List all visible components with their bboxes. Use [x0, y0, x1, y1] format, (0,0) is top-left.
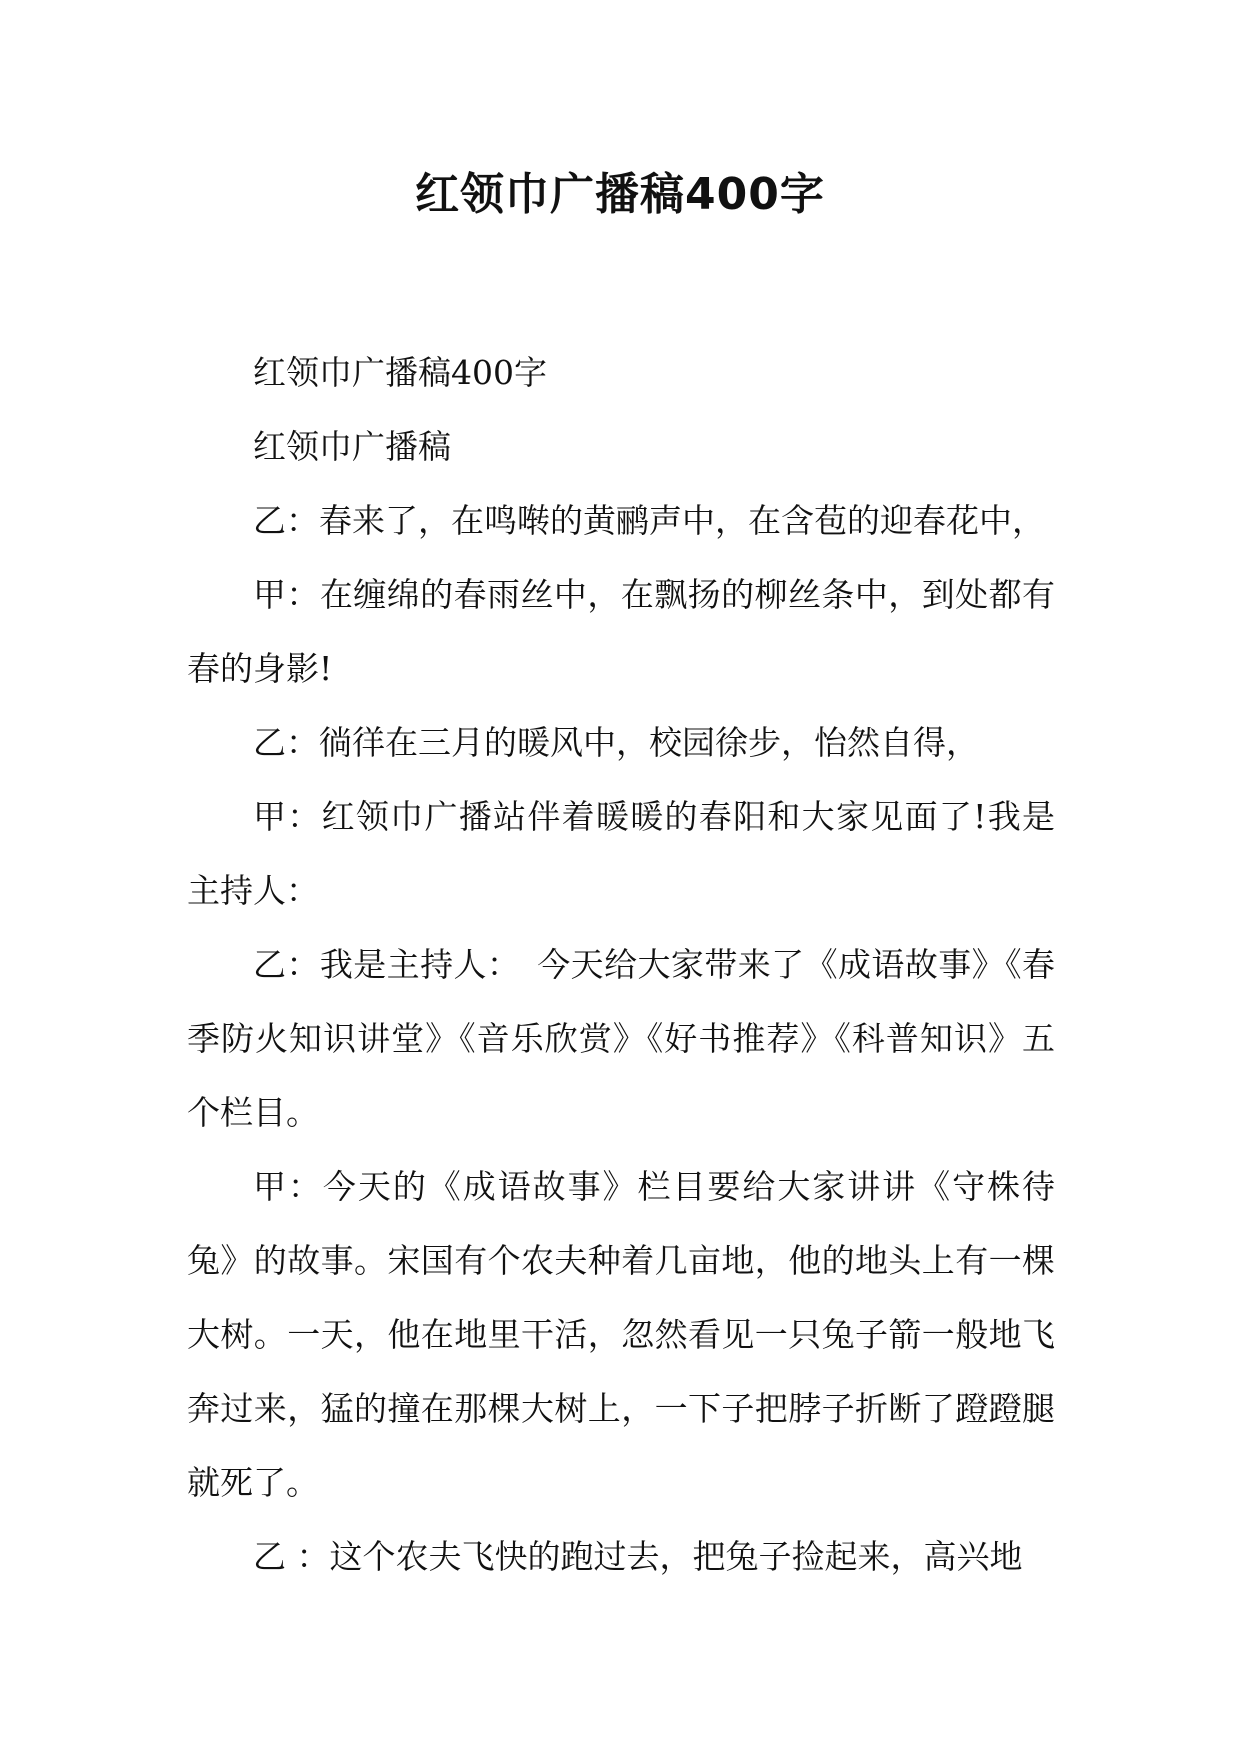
paragraph-dialogue: 甲：红领巾广播站伴着暖暖的春阳和大家见面了!我是主持人：: [187, 797, 1055, 910]
document-body: [187, 336, 1055, 1594]
paragraph-dialogue: 乙：春来了，在鸣啭的黄鹂声中，在含苞的迎春花中，: [253, 501, 1045, 540]
document-title: 红领巾广播稿400字: [415, 169, 825, 220]
paragraph-dialogue: 甲：今天的《成语故事》栏目要给大家讲讲《守株待兔》的故事。宋国有个农夫种着几亩地，他的地头上有一棵大树。一天，他在地里干活，忽然看见一只兔子箭一般地飞奔过来，猛的撞在那棵大树上，一下子把脖子折断了蹬蹬腿就死了。: [187, 1167, 1055, 1502]
paragraph-dialogue: 乙 ：这个农夫飞快的跑过去，把兔子捡起来，高兴地: [253, 1537, 1023, 1576]
paragraph-subheading: 红领巾广播稿: [253, 427, 451, 466]
paragraph-dialogue: 甲：在缠绵的春雨丝中，在飘扬的柳丝条中，到处都有春的身影!: [187, 575, 1055, 688]
paragraph-dialogue: 乙：我是主持人： 今天给大家带来了《成语故事》《春季防火知识讲堂》《音乐欣赏》《好书推荐》《科普知识》五个栏目。: [187, 945, 1055, 1132]
paragraph-dialogue: 乙：徜徉在三月的暖风中，校园徐步，怡然自得，: [253, 723, 979, 762]
paragraph-heading: 红领巾广播稿400字: [253, 353, 547, 392]
